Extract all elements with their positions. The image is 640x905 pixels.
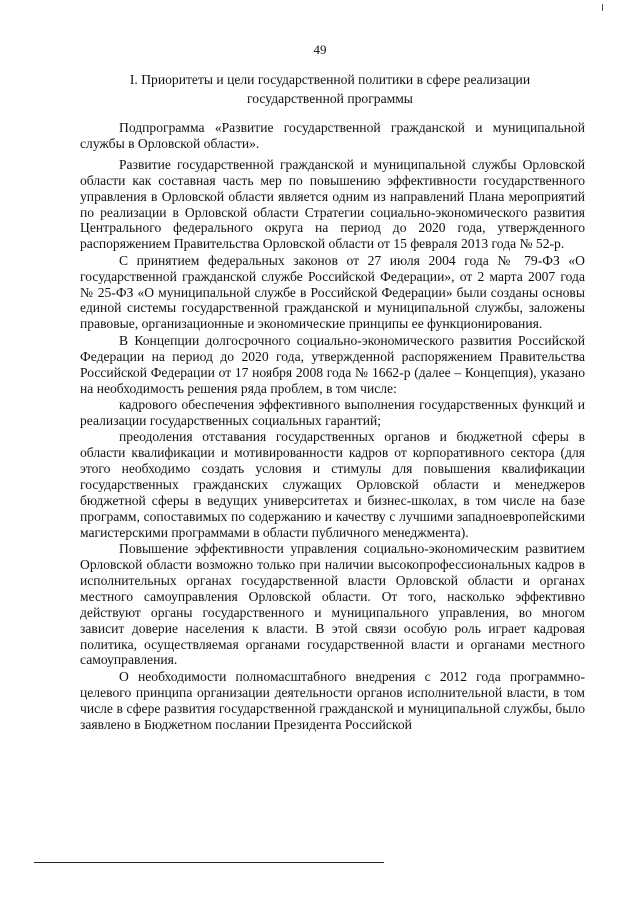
paragraph: С принятием федеральных законов от 27 июля 2004 года № 79-ФЗ «О государственной гражданской службе Российской Федерации», от 2 марта 2007 года № 25-ФЗ «О муниципальной службе в Российской Федерации» были созданы основы единой системы государственной гражданской и муниципальной службы, заложены правовые, организационные и экономические принципы ее функционирования.	[80, 252, 585, 332]
footnote-separator-line	[34, 862, 384, 863]
body-text	[80, 120, 585, 733]
page-number: 49	[313, 42, 327, 57]
paragraph: Повышение эффективности управления социально-экономическим развитием Орловской области возможно только при наличии высокопрофессиональных кадров в исполнительных органах государственной власти Орловской области и органах местного самоуправления Орловской области. От того, насколько эффективно действуют органы государственного и муниципального управления, во многом зависит доверие населения к власти. В этой связи особую роль играет кадровая политика, осуществляемая органами государственной власти и органами местного самоуправления.	[80, 541, 585, 668]
scan-artifact-mark	[602, 4, 603, 11]
paragraph-list-item: преодоления отставания государственных органов и бюджетной сферы в области квалификации и мотивированности кадров от корпоративного сектора (для этого необходимо создать условия и стимулы для повышения квалификации государственных гражданских служащих Орловской области и менеджеров бюджетной сферы в ведущих университетах и бизнес-школах, в том числе на базе программ, сопоставимых по содержанию и качеству с лучшими западноевропейскими магистерскими программами в области публичного менеджмента).	[80, 429, 585, 540]
paragraph: Развитие государственной гражданской и муниципальной службы Орловской области как составная часть мер по повышению эффективности государственного управления в Орловской области является одним из направлений Плана мероприятий по реализации в Орловской области Стратегии социально-экономического развития Центрального федерального округа на период до 2020 года, утвержденного распоряжением Правительства Орловской области от 15 февраля 2013 года № 52-р.	[80, 156, 585, 252]
paragraph-subprogram-title: Подпрограмма «Развитие государственной гражданской и муниципальной службы в Орловской области».	[80, 120, 585, 151]
paragraph: В Концепции долгосрочного социально-экономического развития Российской Федерации на период до 2020 года, утвержденной распоряжением Правительства Российской Федерации от 17 ноября 2008 года № 1662-р (далее – Концепция), указано на необходимость решения ряда проблем, в том числе:	[80, 332, 585, 396]
section-heading-line-2: государственной программы	[247, 91, 413, 106]
section-heading-line-1: I. Приоритеты и цели государственной политики в сфере реализации	[129, 72, 531, 87]
section-heading	[80, 70, 580, 108]
paragraph-list-item: кадрового обеспечения эффективного выполнения государственных функций и реализации государственных социальных гарантий;	[80, 396, 585, 428]
paragraph: О необходимости полномасштабного внедрения с 2012 года программно-целевого принципа организации деятельности органов исполнительной власти, в том числе в сфере развития государственной гражданской и муниципальной службы, было заявлено в Бюджетном послании Президента Российской	[80, 668, 585, 732]
